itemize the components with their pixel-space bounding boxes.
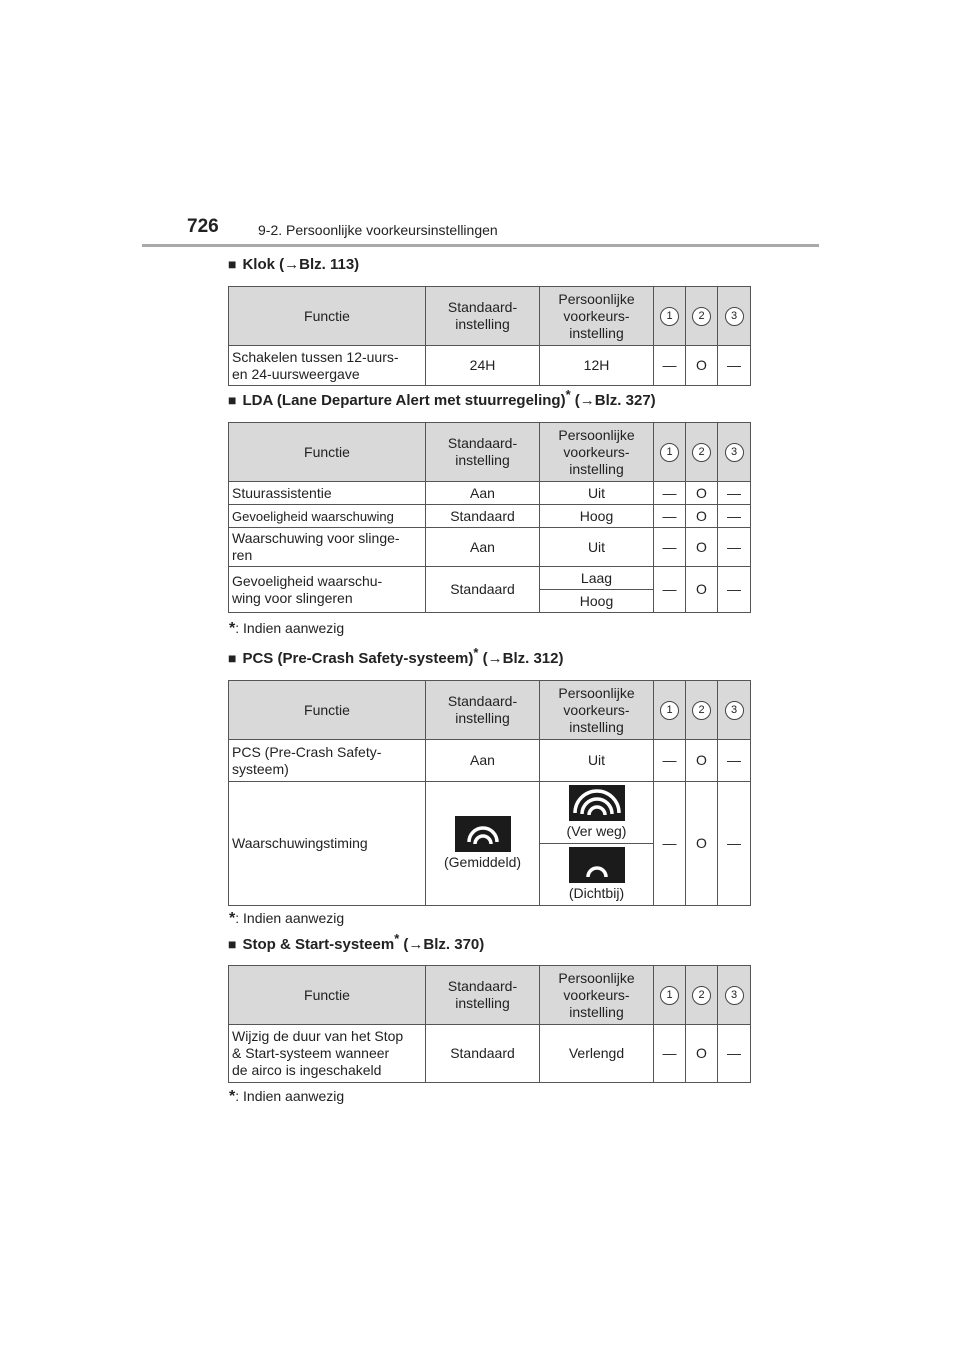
cell-functie: PCS (Pre-Crash Safety- systeem) — [229, 740, 426, 782]
header-col-3 — [718, 287, 751, 346]
cell-mark-2: O — [686, 740, 718, 782]
cell-standaard — [426, 782, 540, 906]
header-col-2 — [686, 681, 718, 740]
cell-persoonlijk: Uit — [540, 482, 654, 505]
cell-mark-1: — — [654, 528, 686, 567]
cell-mark-1: — — [654, 740, 686, 782]
circled-number-2: 2 — [692, 701, 711, 720]
table-stop-start — [228, 965, 751, 1083]
section-title-text: Klok ( — [242, 256, 285, 273]
table-header-row — [229, 966, 751, 1025]
cell-functie: Stuurassistentie — [229, 482, 426, 505]
asterisk: * — [229, 620, 236, 637]
header-col-2 — [686, 966, 718, 1025]
page-reference: →Blz. 113) — [284, 256, 360, 273]
cell-mark-2: O — [686, 1025, 718, 1083]
cell-mark-3: — — [718, 528, 751, 567]
cell-mark-1: — — [654, 482, 686, 505]
cell-mark-3: — — [718, 567, 751, 613]
table-klok — [228, 286, 751, 386]
footnote-text: : Indien aanwezig — [235, 910, 345, 926]
cell-persoonlijk: Uit — [540, 528, 654, 567]
cell-standaard: Standaard — [426, 567, 540, 613]
cell-standaard: Aan — [426, 740, 540, 782]
cell-mark-2: O — [686, 346, 718, 386]
square-bullet-icon: ■ — [228, 392, 237, 408]
header-col-1 — [654, 287, 686, 346]
cell-mark-3: — — [718, 1025, 751, 1083]
caption-gemiddeld: (Gemiddeld) — [443, 854, 522, 870]
caption-ver-weg: (Ver weg) — [566, 823, 627, 839]
caption-dichtbij: (Dichtbij) — [568, 885, 625, 901]
header-standaard: Standaard- instelling — [426, 423, 540, 482]
header-col-1 — [654, 681, 686, 740]
cell-mark-1: — — [654, 782, 686, 906]
header-standaard: Standaard- instelling — [426, 966, 540, 1025]
table-header-row — [229, 287, 751, 346]
cell-functie: Schakelen tussen 12-uurs- en 24-uursweergave — [229, 346, 426, 386]
square-bullet-icon: ■ — [228, 256, 237, 272]
cell-functie: Wijzig de duur van het Stop & Start-systeem wanneer de airco is ingeschakeld — [229, 1025, 426, 1083]
cell-mark-1: — — [654, 1025, 686, 1083]
square-bullet-icon: ■ — [228, 936, 237, 952]
warning-timing-far-icon — [569, 785, 625, 821]
cell-persoonlijk — [540, 782, 654, 844]
table-lda — [228, 422, 751, 613]
table-row — [229, 505, 751, 528]
table-header-row — [229, 681, 751, 740]
header-functie: Functie — [229, 681, 426, 740]
cell-mark-2: O — [686, 528, 718, 567]
cell-mark-2: O — [686, 505, 718, 528]
cell-persoonlijk: Hoog — [540, 590, 654, 613]
header-col-3 — [718, 423, 751, 482]
cell-persoonlijk: Hoog — [540, 505, 654, 528]
table-pcs — [228, 680, 751, 906]
asterisk: * — [473, 645, 479, 660]
cell-functie: Gevoeligheid waarschuwing — [229, 505, 426, 528]
asterisk: * — [565, 387, 571, 402]
cell-standaard: 24H — [426, 346, 540, 386]
cell-standaard: Aan — [426, 528, 540, 567]
table-row — [229, 1025, 751, 1083]
section-title-text: LDA (Lane Departure Alert met stuurregeling) — [242, 392, 566, 409]
header-rule — [142, 244, 819, 247]
page-reference: (→Blz. 370) — [399, 936, 485, 953]
section-title-text: Stop & Start-systeem — [242, 936, 395, 953]
cell-mark-2: O — [686, 567, 718, 613]
cell-functie: Waarschuwingstiming — [229, 782, 426, 906]
cell-mark-3: — — [718, 482, 751, 505]
warning-timing-medium-icon — [455, 816, 511, 852]
circled-number-1: 1 — [660, 701, 679, 720]
header-standaard: Standaard- instelling — [426, 287, 540, 346]
cell-mark-3: — — [718, 346, 751, 386]
section-title-stop-start — [228, 931, 485, 953]
table-row — [229, 482, 751, 505]
circled-number-2: 2 — [692, 443, 711, 462]
footnote-text: : Indien aanwezig — [235, 620, 345, 636]
cell-standaard: Aan — [426, 482, 540, 505]
asterisk: * — [394, 931, 400, 946]
cell-persoonlijk: 12H — [540, 346, 654, 386]
header-functie: Functie — [229, 423, 426, 482]
footnote — [229, 1088, 344, 1106]
header-col-2 — [686, 423, 718, 482]
warning-timing-near-icon — [569, 847, 625, 883]
table-row — [229, 567, 751, 590]
circled-number-2: 2 — [692, 986, 711, 1005]
header-functie: Functie — [229, 287, 426, 346]
header-col-3 — [718, 681, 751, 740]
header-col-1 — [654, 966, 686, 1025]
cell-mark-3: — — [718, 782, 751, 906]
footnote — [229, 620, 344, 638]
page-reference: (→Blz. 312) — [478, 650, 564, 667]
asterisk: * — [229, 1088, 236, 1105]
section-title-lda — [228, 387, 656, 409]
page-reference: (→Blz. 327) — [570, 392, 656, 409]
circled-number-3: 3 — [725, 307, 744, 326]
circled-number-2: 2 — [692, 307, 711, 326]
circled-number-1: 1 — [660, 443, 679, 462]
cell-functie: Waarschuwing voor slinge- ren — [229, 528, 426, 567]
cell-persoonlijk: Uit — [540, 740, 654, 782]
circled-number-1: 1 — [660, 307, 679, 326]
circled-number-3: 3 — [725, 986, 744, 1005]
table-row — [229, 346, 751, 386]
header-functie: Functie — [229, 966, 426, 1025]
cell-mark-3: — — [718, 505, 751, 528]
cell-mark-3: — — [718, 740, 751, 782]
table-row — [229, 528, 751, 567]
table-row — [229, 740, 751, 782]
header-persoonlijk: Persoonlijke voorkeurs- instelling — [540, 287, 654, 346]
table-header-row — [229, 423, 751, 482]
header-standaard: Standaard- instelling — [426, 681, 540, 740]
header-persoonlijk: Persoonlijke voorkeurs- instelling — [540, 966, 654, 1025]
header-col-2 — [686, 287, 718, 346]
header-persoonlijk: Persoonlijke voorkeurs- instelling — [540, 423, 654, 482]
circled-number-3: 3 — [725, 443, 744, 462]
header-col-3 — [718, 966, 751, 1025]
header-persoonlijk: Persoonlijke voorkeurs- instelling — [540, 681, 654, 740]
cell-standaard: Standaard — [426, 1025, 540, 1083]
page-number: 726 — [187, 216, 219, 237]
table-row — [229, 782, 751, 844]
cell-persoonlijk: Laag — [540, 567, 654, 590]
section-title-pcs — [228, 645, 564, 667]
circled-number-3: 3 — [725, 701, 744, 720]
section-title-klok — [228, 256, 359, 273]
running-title: 9-2. Persoonlijke voorkeursinstellingen — [258, 222, 498, 238]
cell-persoonlijk — [540, 844, 654, 906]
header-col-1 — [654, 423, 686, 482]
cell-persoonlijk: Verlengd — [540, 1025, 654, 1083]
cell-mark-1: — — [654, 505, 686, 528]
asterisk: * — [229, 910, 236, 927]
footnote-text: : Indien aanwezig — [235, 1088, 345, 1104]
cell-mark-1: — — [654, 567, 686, 613]
footnote — [229, 910, 344, 928]
cell-functie: Gevoeligheid waarschu- wing voor slingeren — [229, 567, 426, 613]
circled-number-1: 1 — [660, 986, 679, 1005]
cell-mark-1: — — [654, 346, 686, 386]
section-title-text: PCS (Pre-Crash Safety-systeem) — [242, 650, 474, 667]
cell-standaard: Standaard — [426, 505, 540, 528]
square-bullet-icon: ■ — [228, 650, 237, 666]
cell-mark-2: O — [686, 482, 718, 505]
cell-mark-2: O — [686, 782, 718, 906]
